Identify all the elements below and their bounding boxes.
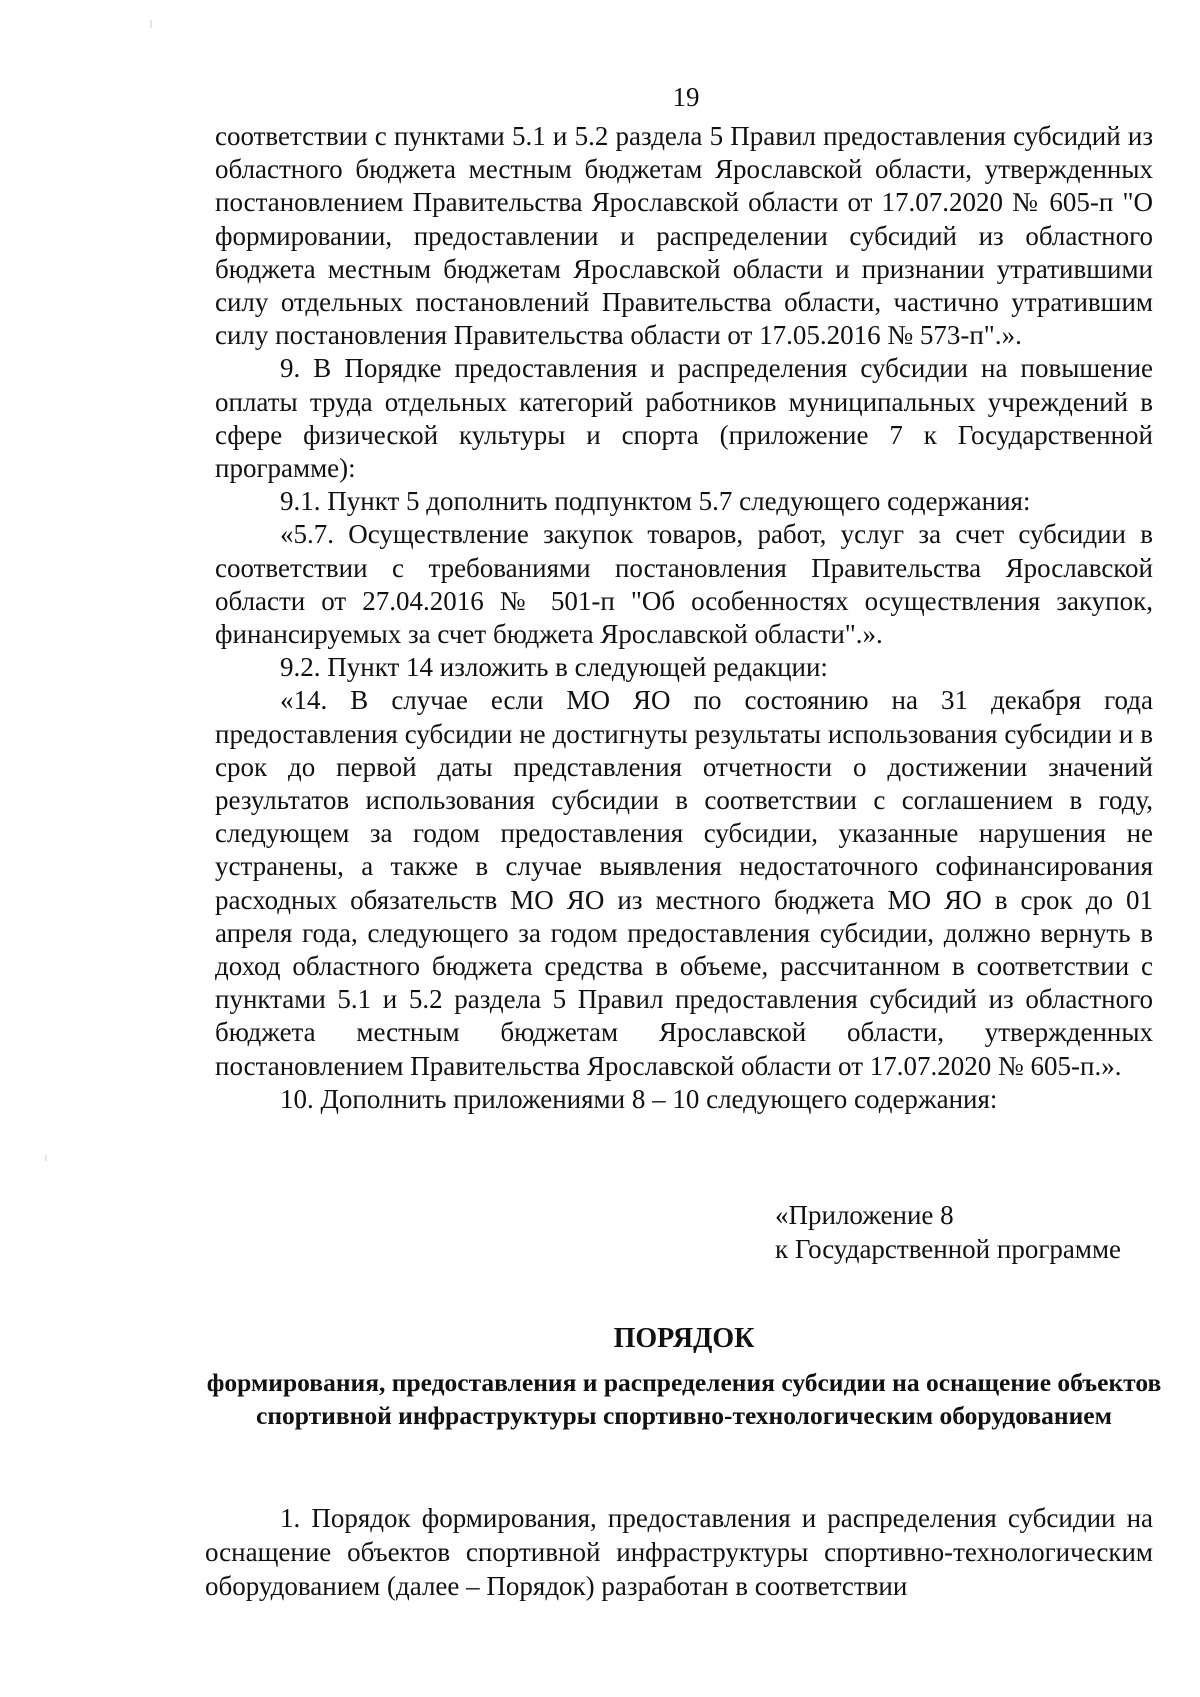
appendix-number: «Приложение 8 <box>775 1200 954 1230</box>
paragraph-item-9-2: 9.2. Пункт 14 изложить в следующей редакции: <box>280 652 828 683</box>
scan-margin-mark-top <box>150 20 152 28</box>
order-subtitle: формирования, предоставления и распределения субсидии на оснащение объектов спортивной инфраструктуры спортивно-технологическим оборудованием <box>206 1368 1162 1430</box>
scan-margin-mark-middle <box>45 1155 47 1161</box>
page-number: 19 <box>672 82 700 112</box>
appendix-reference: к Государственной программе <box>775 1234 1122 1264</box>
paragraph-quote-5-7: «5.7. Осуществление закупок товаров, работ, услуг за счет субсидии в соответствии с требованиями постановления Правительства Ярославской области от 27.04.2016 № 501-п "Об особенностях осуществления закупок, финансируемых за счет бюджета Ярославской области".». <box>215 519 1153 650</box>
paragraph-continuation: соответствии с пунктами 5.1 и 5.2 раздела 5 Правил предоставления субсидий из областного бюджета местным бюджетам Ярославской области, утвержденных постановлением Правительства Ярославской области от 17.07.2020 № 605-п "О формировании, предоставлении и распределении субсидий из областного бюджета местным бюджетам Ярославской области и признании утратившими силу отдельных постановлений Правительства области, частично утратившим силу постановления Правительства области от 17.05.2016 № 573-п".». <box>215 121 1153 351</box>
paragraph-item-10: 10. Дополнить приложениями 8 – 10 следующего содержания: <box>280 1083 998 1114</box>
order-heading <box>205 1322 1163 1432</box>
order-title: ПОРЯДОК <box>613 1323 755 1354</box>
paragraph-quote-14: «14. В случае если МО ЯО по состоянию на 31 декабря года предоставления субсидии не достигнуты результаты использования субсидии и в срок до первой даты представления отчетности о достижении значений результатов использования субсидии в соответствии с соглашением в году, следующем за годом предоставления субсидии, указанные нарушения не устранены, а также в случае выявления недостаточного софинансирования расходных обязательств МО ЯО из местного бюджета МО ЯО в срок до 01 апреля года, следующего за годом предоставления субсидии, должно вернуть в доход областного бюджета средства в объеме, рассчитанном в соответствии с пунктами 5.1 и 5.2 раздела 5 Правил предоставления субсидий из областного бюджета местным бюджетам Ярославской области, утвержденных постановлением Правительства Ярославской области от 17.07.2020 № 605-п.». <box>215 685 1153 1081</box>
order-body <box>205 1501 1153 1603</box>
appendix-note <box>775 1198 1155 1266</box>
paragraph-item-9: 9. В Порядке предоставления и распределения субсидии на повышение оплаты труда отдельных категорий работников муниципальных учреждений в сфере физической культуры и спорта (приложение 7 к Государственной программе): <box>215 353 1153 484</box>
order-paragraph-1: 1. Порядок формирования, предоставления и распределения субсидии на оснащение объектов спортивной инфраструктуры спортивно-технологическим оборудованием (далее – Порядок) разработан в соответствии <box>205 1503 1153 1601</box>
paragraph-item-9-1: 9.1. Пункт 5 дополнить подпунктом 5.7 следующего содержания: <box>280 486 1031 517</box>
document-body <box>215 120 1153 1116</box>
